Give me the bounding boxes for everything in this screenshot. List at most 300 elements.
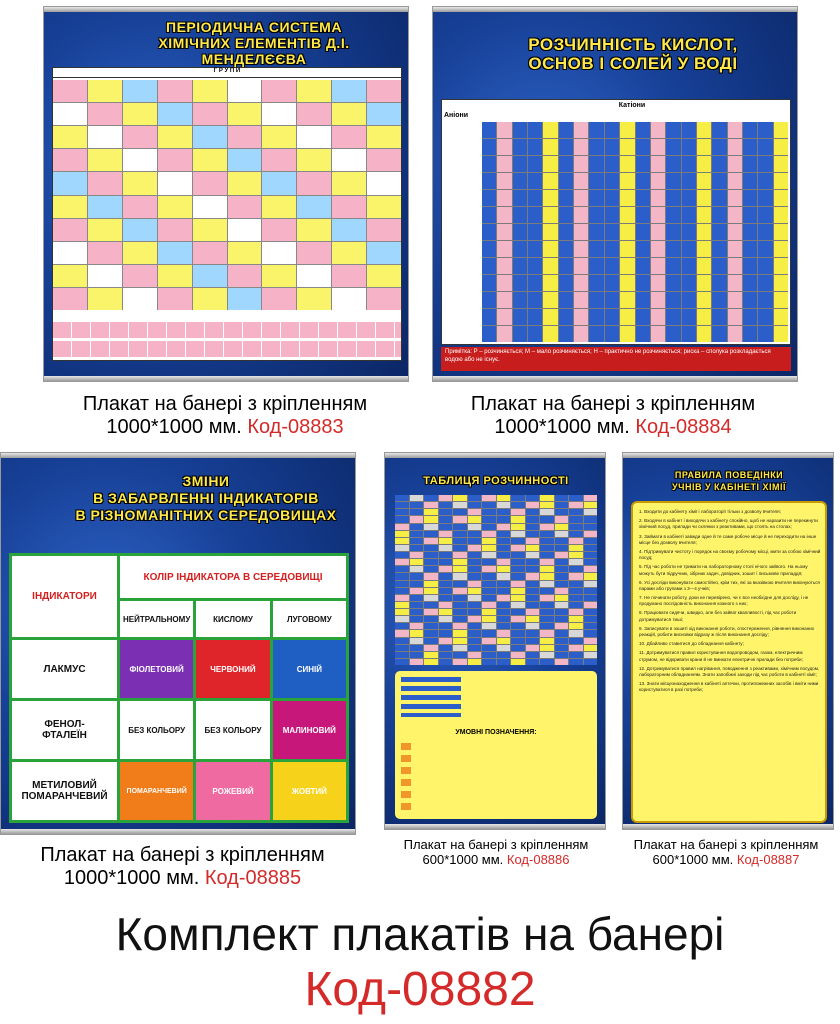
solubility-cell [574,122,588,138]
solubility-cell [569,495,583,501]
element-cell [262,149,296,171]
solubility-cell [395,652,409,658]
solubility-cell [728,139,742,155]
solubility-cell [424,616,438,622]
solubility-cell [774,173,788,189]
solubility-cell [540,531,554,537]
element-cell [53,149,87,171]
solubility-cell [636,258,650,274]
solubility-cell [453,623,467,629]
solubility-cell [439,616,453,622]
solubility-cell [513,207,527,223]
solubility-cell [424,566,438,572]
solubility-cell [453,659,467,665]
poster-solubility-table[interactable] [384,452,606,830]
solubility-cell [497,645,511,651]
solubility-cell [636,309,650,325]
color-cell: МАЛИНОВИЙ [273,701,346,759]
solubility-cell [728,241,742,257]
solubility-cell [584,659,598,665]
solubility-cell [453,645,467,651]
solubility-cell [540,588,554,594]
solubility-cell [584,645,598,651]
solubility-cell [424,630,438,636]
solubility-cell [453,630,467,636]
solubility-cell [528,156,542,172]
solubility-cell [395,623,409,629]
solubility-cell [758,309,772,325]
solubility-cell [555,516,569,522]
solubility-cell [712,326,726,342]
solubility-cell [555,616,569,622]
solubility-cell [758,224,772,240]
solubility-cell [410,588,424,594]
solubility-cell [468,616,482,622]
element-cell [262,265,296,287]
poster-title-line: В ЗАБАРВЛЕННІ ІНДИКАТОРІВ [93,490,319,506]
solubility-cell [528,292,542,308]
solubility-cell [439,595,453,601]
solubility-cell [774,122,788,138]
solubility-cell [468,630,482,636]
poster-title [629,469,829,493]
solubility-cell [569,609,583,615]
solubility-cell [482,559,496,565]
solubility-cell [424,659,438,665]
element-cell [158,103,192,125]
solubility-cell [468,588,482,594]
element-cell [297,219,331,241]
solubility-cell [526,524,540,530]
solubility-cell [569,581,583,587]
solubility-cell [682,292,696,308]
env-acid: КИСЛОМУ [196,601,269,637]
solubility-cell [497,173,511,189]
solubility-cell [636,207,650,223]
solubility-cell [468,524,482,530]
solubility-cell [540,566,554,572]
solubility-cell [605,275,619,291]
solubility-cell [666,326,680,342]
solubility-cell [497,638,511,644]
banner-rod-bottom [44,376,408,381]
solubility-cell [543,326,557,342]
solubility-cell [697,173,711,189]
solubility-cell [526,630,540,636]
solubility-cell [584,616,598,622]
element-cell [332,103,366,125]
solubility-cell [395,531,409,537]
solubility-cell [497,659,511,665]
solubility-cell [395,602,409,608]
solubility-cell [605,224,619,240]
solubility-cell [526,659,540,665]
solubility-cell [395,516,409,522]
solubility-cell [774,190,788,206]
solubility-cell [569,509,583,515]
solubility-cell [410,566,424,572]
solubility-cell [543,241,557,257]
solubility-cell [728,173,742,189]
solubility-cell [482,156,496,172]
solubility-cell [620,258,634,274]
solubility-cell [439,609,453,615]
solubility-cell [559,275,573,291]
solubility-cell [497,538,511,544]
solubility-cell [584,516,598,522]
solubility-cell [424,609,438,615]
solubility-cell [511,545,525,551]
solubility-cell [511,595,525,601]
solubility-cell [513,156,527,172]
solubility-cell [743,190,757,206]
solubility-cell [497,573,511,579]
solubility-cell [555,588,569,594]
solubility-cell [513,139,527,155]
solubility-cell [526,638,540,644]
solubility-cell [543,139,557,155]
note-text: Примітка: Р – розчиняється; М – мало розчиняється; Н – практично не розчиняється; риска – сполука розкладається водою або не існує. [445,349,771,363]
solubility-cell [555,652,569,658]
solubility-cell [497,190,511,206]
element-cell [332,172,366,194]
solubility-cell [574,190,588,206]
caption-08884 [428,393,798,439]
solubility-cell [513,224,527,240]
solubility-cell [569,645,583,651]
solubility-cell [482,258,496,274]
element-cell [297,242,331,264]
solubility-cell [511,623,525,629]
solubility-cell [540,552,554,558]
solubility-cell [636,292,650,308]
solubility-cell [697,139,711,155]
element-cell [367,126,401,148]
element-cell [158,242,192,264]
solubility-cell [569,531,583,537]
indicator-table [9,553,349,823]
poster-solubility[interactable] [432,6,798,382]
element-cell [123,80,157,102]
element-cell [297,196,331,218]
solubility-grid [482,122,788,342]
element-cell [123,149,157,171]
indicator-name: МЕТИЛОВИЙ ПОМАРАНЧЕВИЙ [12,762,117,820]
solubility-cell [410,509,424,515]
legend-title: УМОВНІ ПОЗНАЧЕННЯ: [455,729,537,736]
solubility-cell [651,258,665,274]
solubility-cell [468,602,482,608]
color-cell: ЖОВТИЙ [273,762,346,820]
solubility-cell [651,224,665,240]
indicator-name: ФЕНОЛ- ФТАЛЕЇН [12,701,117,759]
rules-box [631,501,827,823]
solubility-cell [410,559,424,565]
solubility-cell [697,258,711,274]
solubility-cell [439,645,453,651]
solubility-cell [482,224,496,240]
solubility-cell [395,659,409,665]
solubility-cell [410,552,424,558]
solubility-cell [513,122,527,138]
solubility-cell [774,224,788,240]
solubility-cell [682,122,696,138]
solubility-cell [540,573,554,579]
solubility-cell [605,241,619,257]
solubility-cell [526,609,540,615]
element-cell [123,288,157,310]
solubility-cell [410,616,424,622]
solubility-cell [620,207,634,223]
solubility-grid [395,495,597,665]
solubility-cell [584,545,598,551]
set-code[interactable]: Код-08882 [304,963,536,1016]
element-cell [228,103,262,125]
solubility-cell [526,516,540,522]
solubility-cell [410,581,424,587]
solubility-cell [511,552,525,558]
solubility-cell [651,275,665,291]
banner-rod-bottom [1,829,355,834]
element-cell [193,80,227,102]
element-cell [262,288,296,310]
solubility-cell [712,173,726,189]
solubility-cell [540,595,554,601]
solubility-cell [743,326,757,342]
solubility-cell [482,139,496,155]
poster-indicators[interactable] [0,452,356,835]
solubility-cell [666,173,680,189]
caption-size: 1000*1000 мм. [106,416,242,438]
solubility-cell [543,224,557,240]
element-cell [123,126,157,148]
solubility-cell [424,495,438,501]
solubility-cell [410,652,424,658]
solubility-cell [540,581,554,587]
solubility-cell [682,309,696,325]
solubility-cell [758,156,772,172]
solubility-cell [605,173,619,189]
element-cell [367,172,401,194]
solubility-cell [526,538,540,544]
solubility-cell [424,573,438,579]
element-cell [53,265,87,287]
solubility-cell [540,524,554,530]
solubility-cell [511,616,525,622]
solubility-cell [559,241,573,257]
element-cell [297,80,331,102]
solubility-cell [497,309,511,325]
element-cell [158,172,192,194]
solubility-cell [410,573,424,579]
solubility-cell [526,545,540,551]
element-cell [88,288,122,310]
solubility-cell [540,652,554,658]
solubility-cell [559,258,573,274]
solubility-cell [511,645,525,651]
solubility-cell [410,538,424,544]
color-header: КОЛІР ІНДИКАТОРА В СЕРЕДОВИЩІ [120,556,346,598]
solubility-cell [410,516,424,522]
solubility-cell [526,595,540,601]
solubility-cell [497,524,511,530]
solubility-cell [697,275,711,291]
solubility-cell [540,638,554,644]
solubility-cell [482,495,496,501]
solubility-cell [774,139,788,155]
solubility-cell [651,122,665,138]
product-code[interactable]: Код-08885 [204,867,302,889]
solubility-cell [636,122,650,138]
solubility-cell [620,241,634,257]
element-cell [53,172,87,194]
solubility-cell [540,516,554,522]
solubility-cell [482,552,496,558]
rule-item: 6. Усі досліди виконувати самостійно, крім тих, які за вказівкою вчителя виконуються парами або групами з 3—4 учнів; [639,579,820,591]
element-cell [332,242,366,264]
solubility-cell [569,538,583,544]
rule-item: 7. Не починати роботу, доки не перевірено, чи є все необхідне для досліду, і не продумано послідовність виконання кожного з них; [639,595,809,607]
element-cell [88,196,122,218]
solubility-cell [569,502,583,508]
solubility-cell [666,241,680,257]
solubility-cell [511,659,525,665]
product-code[interactable]: Код-08883 [247,416,344,438]
solubility-cell [543,309,557,325]
solubility-cell [482,545,496,551]
solubility-cell [697,122,711,138]
solubility-cell [697,207,711,223]
solubility-cell [574,258,588,274]
solubility-cell [620,326,634,342]
element-cell [193,288,227,310]
solubility-cell [728,122,742,138]
solubility-cell [743,207,757,223]
solubility-cell [468,645,482,651]
rule-item: 3. Займати в кабінеті завжди одне й те саме робоче місце й не переходити на інше місце без дозволу вчителя; [639,533,817,545]
solubility-cell [555,645,569,651]
solubility-cell [482,538,496,544]
solubility-cell [497,241,511,257]
env-neutral: НЕЙТРАЛЬНОМУ [120,601,193,637]
solubility-cell [497,156,511,172]
solubility-cell [569,516,583,522]
element-cell [53,126,87,148]
solubility-cell [424,502,438,508]
solubility-cell [497,326,511,342]
solubility-cell [528,326,542,342]
solubility-cell [712,309,726,325]
solubility-cell [651,173,665,189]
solubility-cell [526,581,540,587]
element-cell [367,242,401,264]
rule-item: 1. Входити до кабінету хімії і лабораторії тільки з дозволу вчителя; [639,509,781,514]
element-cell [332,80,366,102]
poster-title-line: В РІЗНОМАНІТНИХ СЕРЕДОВИЩАХ [75,507,337,523]
solubility-cell [526,623,540,629]
solubility-cell [528,207,542,223]
solubility-cell [543,207,557,223]
solubility-cell [584,588,598,594]
solubility-cell [682,156,696,172]
solubility-cell [682,139,696,155]
solubility-cell [540,602,554,608]
poster-periodic-table[interactable] [43,6,409,382]
solubility-cell [620,292,634,308]
element-cell [228,126,262,148]
solubility-cell [497,502,511,508]
caption-line: Плакат на банері з кріпленням [403,837,589,852]
solubility-cell [620,122,634,138]
solubility-cell [569,659,583,665]
solubility-cell [743,309,757,325]
color-cell: БЕЗ КОЛЬОРУ [196,701,269,759]
product-code[interactable]: Код-08887 [736,851,800,867]
solubility-cell [559,190,573,206]
solubility-cell [743,224,757,240]
element-cell [332,265,366,287]
solubility-cell [712,139,726,155]
solubility-cell [395,559,409,565]
solubility-cell [482,652,496,658]
caption-line: Плакат на банері з кріпленням [633,837,819,852]
solubility-cell [410,531,424,537]
product-code[interactable]: Код-08886 [506,851,570,867]
solubility-cell [511,581,525,587]
solubility-cell [620,156,634,172]
solubility-cell [513,292,527,308]
element-cell [88,172,122,194]
solubility-cell [728,207,742,223]
solubility-cell [569,545,583,551]
solubility-cell [589,207,603,223]
solubility-cell [528,275,542,291]
solubility-cell [497,531,511,537]
solubility-cell [497,207,511,223]
solubility-cell [555,559,569,565]
product-code[interactable]: Код-08884 [635,416,732,438]
solubility-cell [712,292,726,308]
solubility-cell [758,190,772,206]
solubility-cell [482,531,496,537]
legend-entries [401,743,411,813]
solubility-cell [569,552,583,558]
solubility-cell [589,309,603,325]
solubility-cell [569,630,583,636]
solubility-cell [439,638,453,644]
solubility-cell [482,630,496,636]
solubility-cell [468,516,482,522]
poster-title-line: ЗМІНИ [182,473,230,489]
solubility-cell [605,326,619,342]
solubility-cell [497,609,511,615]
element-cell [158,149,192,171]
solubility-cell [482,292,496,308]
poster-lab-rules[interactable] [622,452,834,830]
rule-item: 9. Записувати в зошиті хід виконання роботи, спостереження, рівняння виконаних реакцій, робити висновки відразу ж після виконання досліду; [639,625,815,637]
banner-rod-bottom [623,824,833,829]
solubility-cell [526,566,540,572]
solubility-cell [468,545,482,551]
solubility-cell [482,616,496,622]
solubility-cell [511,538,525,544]
color-cell: ПОМАРАНЧЕВИЙ [120,762,193,820]
solubility-cell [555,538,569,544]
indicators-header: ІНДИКАТОРИ [12,556,117,637]
solubility-cell [540,659,554,665]
solubility-cell [395,538,409,544]
solubility-cell [559,139,573,155]
